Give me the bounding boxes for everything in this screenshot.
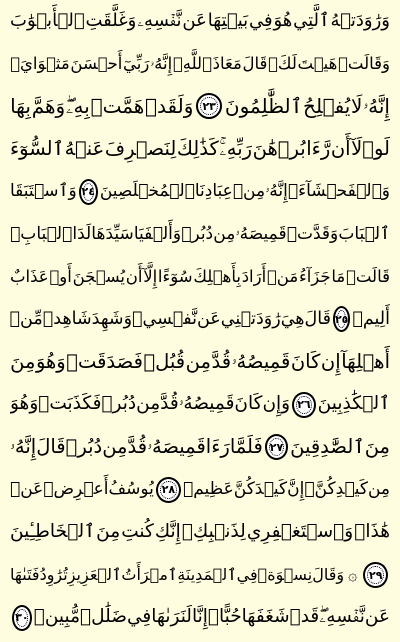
text-line: [10, 128, 390, 171]
word: سُوٓءًا: [157, 266, 193, 286]
word: فَتَىٰهَا: [10, 565, 40, 585]
word: هَمَّتۡ: [90, 94, 145, 119]
word: قَمِيصَهُۥ: [235, 223, 287, 244]
word: لَا: [351, 94, 363, 119]
word: دُبُرٖ: [65, 435, 103, 459]
word: كَيۡدِكُنَّۖ: [304, 479, 368, 500]
word: فَصَدَقَتۡ: [66, 350, 143, 374]
word: إِنَّهُۥ: [265, 181, 288, 202]
word: هُوَ: [273, 10, 293, 32]
word: نَّفۡسِيۚ: [132, 308, 197, 329]
word: إِنَّكِ: [154, 521, 181, 543]
word: عِبَادِنَا: [194, 181, 233, 202]
word: مِن: [213, 223, 236, 244]
word: قُدَّ: [127, 435, 148, 459]
ayah-number-marker: ٢٩: [363, 562, 388, 588]
text-line: [10, 43, 390, 86]
word: ٱلَّتِي: [293, 10, 330, 32]
text-line: [10, 170, 390, 213]
text-line: [10, 85, 390, 128]
word: بِهِۦۖ: [65, 94, 90, 119]
text-line: [10, 511, 390, 554]
word: ٱلۡمَدِينَةِ: [177, 565, 237, 585]
word: فَكَذَبَتۡ: [38, 393, 102, 415]
word: أَن: [125, 266, 143, 286]
word: مِن: [185, 350, 211, 374]
word: إِنَّا: [191, 606, 208, 628]
word: وَٱلۡفَحۡشَآءَۚ: [287, 181, 390, 202]
ayah-number-marker: ٢٨: [156, 477, 181, 503]
word: ٱمۡرَأَتُ: [121, 565, 178, 585]
word: بِهَا: [10, 94, 31, 119]
word: وَٱسۡتَغۡفِرِي: [246, 521, 354, 543]
ayah-number-marker: ٢٤: [79, 179, 98, 205]
word: يُوسُفُ: [108, 479, 154, 500]
word: شَاهِدٞ: [42, 308, 92, 329]
word: رَبِّيٓ: [123, 53, 150, 73]
word: قَالَتۡ: [345, 266, 390, 286]
word: قَالَ: [304, 308, 331, 329]
word: لَكَۚ: [268, 53, 297, 73]
word: أَحۡسَنَ: [70, 53, 123, 73]
word: لِنَصۡرِفَ: [104, 137, 177, 161]
word: ٱلظَّٰلِمُونَ: [224, 94, 303, 119]
word: يُسۡجَنَ: [72, 266, 126, 286]
word: عَنۡ: [10, 479, 44, 500]
word: لِذَنۢبِكِۖ: [181, 521, 246, 543]
word: بُرۡهَٰنَ: [252, 137, 306, 161]
word: مِّنۡ: [10, 308, 43, 329]
word: نَّفۡسِهِۦ: [137, 10, 182, 32]
text-line: [10, 298, 390, 341]
word: نِسۡوَةٞ: [257, 565, 313, 585]
word: مِن: [102, 435, 128, 459]
word: بَيۡتِهَا: [207, 10, 249, 32]
text-line: [10, 213, 390, 256]
word: مُّبِينٖ: [33, 606, 80, 628]
word: مَثۡوَايَۖ: [10, 53, 70, 73]
word: فِي: [249, 10, 273, 32]
word: كَانَ: [234, 393, 263, 415]
text-line: [10, 383, 390, 426]
word: مِنَ: [96, 521, 121, 543]
word: ضَلَٰلٖ: [79, 606, 127, 628]
text-line: [10, 469, 390, 512]
word: مَنۡ: [266, 266, 299, 286]
word: مِنَ: [364, 435, 390, 459]
text-line: [10, 554, 390, 597]
word: كَيۡدَكُنَّ: [233, 479, 288, 500]
word: هِيَ: [280, 308, 305, 329]
word: هَٰذَاۚ: [354, 521, 390, 543]
word: سَيِّدَهَا: [91, 223, 134, 244]
word: أَلِيمٞ: [352, 308, 390, 329]
word: وَإِن: [262, 393, 291, 415]
word: إِنَّ: [287, 479, 305, 500]
word: وَهَمَّ: [31, 94, 66, 119]
word: فِي: [126, 606, 152, 628]
word: قَالَ: [36, 435, 66, 459]
word: قَالَ: [242, 53, 268, 73]
word: عَظِيمٞ: [183, 479, 234, 500]
word: ٱللَّهِۖ: [172, 53, 212, 73]
word: أَن: [330, 137, 351, 161]
ayah-number-marker: ٢٥: [333, 306, 350, 332]
word: دُبُرٖ: [101, 393, 137, 415]
word: ٱلۡمُخۡلَصِينَ: [99, 181, 195, 202]
text-line: [10, 426, 390, 469]
word: وَشَهِدَ: [91, 308, 133, 329]
word: رَءَا: [205, 435, 230, 459]
word: ٱلصَّٰدِقِينَ: [290, 435, 365, 459]
word: ٱلۡأَبۡوَٰبَ: [10, 10, 85, 32]
word: وَٱسۡتَبَقَا: [10, 181, 77, 202]
word: قَدۡ: [289, 606, 320, 628]
word: نَّفۡسِهِۦۖ: [319, 606, 365, 628]
word: رَّءَا: [306, 137, 331, 161]
word: وَهُوَ: [10, 393, 39, 415]
word: مِن: [136, 393, 161, 415]
word: مَعَاذَ: [212, 53, 242, 73]
text-line: [10, 256, 390, 299]
word: وَقَدَّتۡ: [286, 223, 339, 244]
word: عَن: [196, 308, 221, 329]
word: تُرَٰوِدُ: [39, 565, 68, 585]
word: أَعۡرِضۡ: [43, 479, 109, 500]
word: عَن: [182, 10, 207, 32]
word: عَن: [364, 606, 390, 628]
word: قُدَّ: [211, 350, 232, 374]
word: هَيۡتَ: [297, 53, 338, 73]
word: دُبُرٖ: [181, 223, 214, 244]
word: مَا: [331, 266, 346, 286]
word: وَغَلَّقَتِ: [85, 10, 137, 32]
word: ٱلۡعَزِيزِ: [67, 565, 122, 585]
rub-el-hizb-icon: ۞: [348, 565, 358, 585]
word: كَذَٰلِكَ: [176, 137, 219, 161]
word: ٱلۡكَٰذِبِينَ: [317, 393, 390, 415]
word: وَقَالَتۡ: [337, 53, 390, 73]
word: وَرَٰوَدَتۡهُ: [330, 10, 390, 32]
word: رَبِّهِۦۚ: [219, 137, 253, 161]
word: ٱلۡبَابَ: [338, 223, 390, 244]
word: شَغَفَهَا: [241, 606, 290, 628]
word: ٱلۡبَابِۚ: [10, 223, 73, 244]
word: إِلَّآ: [143, 266, 158, 286]
ayah-number-marker: ٣٠: [12, 605, 32, 631]
word: كُنتِ: [121, 521, 154, 543]
word: رَٰوَدَتۡنِي: [220, 308, 281, 329]
word: لَنَرَىٰهَا: [151, 606, 192, 628]
word: لَوۡلَآ: [351, 137, 390, 161]
word: حُبًّاۖ: [207, 606, 242, 628]
word: قَمِيصَهُۥ: [147, 435, 206, 459]
ayah-number-marker: ٢٦: [292, 392, 316, 418]
word: يُفۡلِحُ: [303, 94, 351, 119]
word: جَزَآءُ: [298, 266, 331, 286]
word: ٱلۡخَاطِـِٔينَ: [10, 521, 95, 543]
word: مِن: [367, 479, 390, 500]
word: بِأَهۡلِكَ: [193, 266, 241, 286]
ayah-number-marker: ٢٣: [196, 93, 222, 119]
word: وَأَلۡفَيَا: [133, 223, 182, 244]
word: فَلَمَّا: [229, 435, 263, 459]
word: قُبُلٖ: [143, 350, 186, 374]
ayah-number-marker: ٢٧: [265, 434, 288, 460]
word: وَهُوَ: [35, 350, 66, 374]
text-line: [10, 0, 390, 43]
word: أَوۡ: [49, 266, 72, 286]
word: قَمِيصُهُۥ: [178, 393, 235, 415]
word: عَنۡهُ: [64, 137, 105, 161]
word: إِن: [320, 350, 341, 374]
text-line: [10, 341, 390, 384]
word: كَانَ: [290, 350, 321, 374]
word: وَلَقَدۡ: [145, 94, 194, 119]
word: أَرَادَ: [241, 266, 267, 286]
word: فِي: [236, 565, 258, 585]
word: إِنَّهُۥ: [150, 53, 173, 73]
word: مِنۡ: [232, 181, 266, 202]
word: عَذَابٌ: [10, 266, 49, 286]
word: قُدَّ: [160, 393, 179, 415]
text-line: [10, 596, 390, 639]
word: إِنَّهُۥ: [363, 94, 390, 119]
word: لَدَا: [72, 223, 92, 244]
word: قَمِيصُهُۥ: [231, 350, 291, 374]
word: إِنَّهُۥ: [10, 435, 37, 459]
word: أَهۡلِهَآ: [341, 350, 390, 374]
word: مِنَ: [10, 350, 36, 374]
word: ٱلسُّوٓءَ: [10, 137, 65, 161]
word: وَقَالَ: [312, 565, 345, 585]
